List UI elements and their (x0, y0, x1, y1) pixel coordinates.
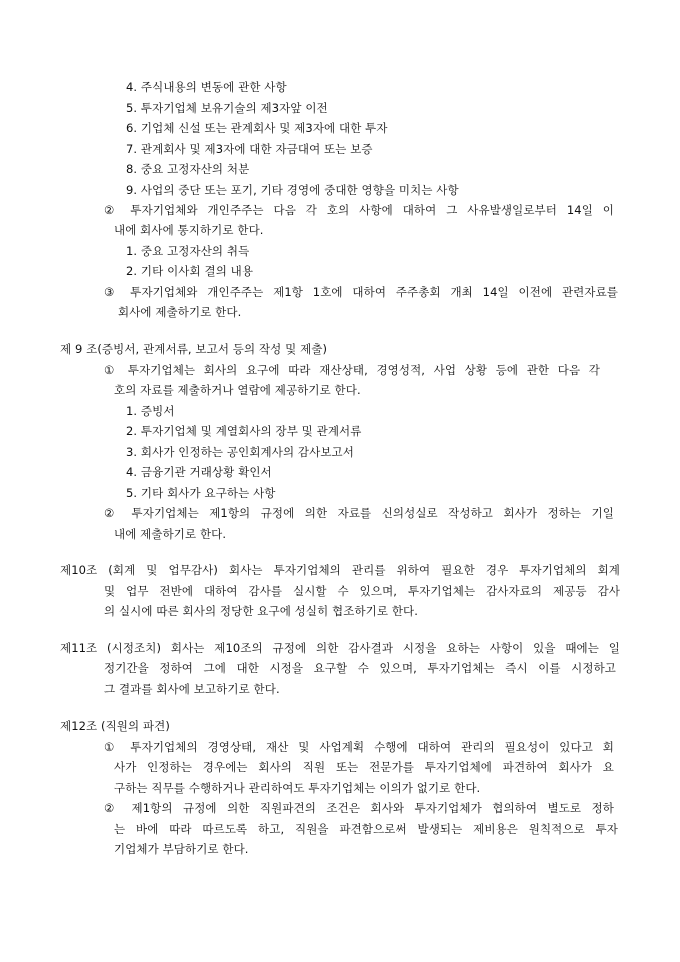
paragraph-line: 그 결과를 회사에 보고하기로 한다. (104, 682, 280, 696)
list-item: 7. 관계회사 및 제3자에 대한 자금대여 또는 보증 (126, 142, 373, 156)
list-item: 8. 중요 고정자산의 처분 (126, 162, 250, 176)
list-item: 4. 주식내용의 변동에 관한 사항 (126, 80, 287, 94)
list-item: 2. 기타 이사회 결의 내용 (126, 264, 254, 278)
paragraph-line: ② 투자기업체와 개인주주는 다음 각 호의 사항에 대하여 그 사유발생일로부터 14일 이 (104, 203, 614, 217)
paragraph-line: 는 바에 따라 따르도록 하고, 직원을 파견함으로써 발생되는 제비용은 원칙적으로 투자 (114, 822, 618, 836)
list-item: 1. 증빙서 (126, 404, 175, 418)
list-item: 4. 금융기관 거래상황 확인서 (126, 465, 272, 479)
paragraph-line: ③ 투자기업체와 개인주주는 제1항 1호에 대하여 주주총회 개최 14일 이전에 관련자료를 (104, 285, 618, 299)
paragraph-line: 및 업무 전반에 대하여 감사를 실시할 수 있으며, 투자기업체는 감사자료의 제공등 감사 (104, 584, 620, 598)
list-item: 2. 투자기업체 및 계열회사의 장부 및 관계서류 (126, 424, 362, 438)
article-title: 제12조 (직원의 파견) (60, 719, 170, 733)
paragraph-line: ② 투자기업체는 제1항의 규정에 의한 자료를 신의성실로 작성하고 회사가 정하는 기일 (104, 506, 614, 520)
paragraph-line: 기업체가 부담하기로 한다. (114, 842, 249, 856)
paragraph-line: ① 투자기업체는 회사의 요구에 따라 재산상태, 경영성적, 사업 상황 등에 관한 다음 각 (104, 363, 600, 377)
list-item: 5. 기타 회사가 요구하는 사항 (126, 486, 276, 500)
paragraph-line: 내에 회사에 통지하기로 한다. (114, 223, 264, 237)
list-item: 3. 회사가 인정하는 공인회계사의 감사보고서 (126, 445, 354, 459)
list-item: 5. 투자기업체 보유기술의 제3자앞 이전 (126, 101, 328, 115)
paragraph-line: 호의 자료를 제출하거나 열람에 제공하기로 한다. (114, 383, 361, 397)
paragraph-line: ② 제1항의 규정에 의한 직원파견의 조건은 회사와 투자기업체가 협의하여 별도로 정하 (104, 801, 614, 815)
list-item: 6. 기업체 신설 또는 관계회사 및 제3자에 대한 투자 (126, 121, 388, 135)
list-item: 1. 중요 고정자산의 취득 (126, 244, 250, 258)
paragraph-line: 제10조 (회계 및 업무감사) 회사는 투자기업체의 관리를 위하여 필요한 경우 투자기업체의 회계 (60, 563, 620, 577)
paragraph-line: 제11조 (시정조치) 회사는 제10조의 규정에 의한 감사결과 시정을 요하는 사항이 있을 때에는 일 (60, 641, 620, 655)
paragraph-line: ① 투자기업체의 경영상태, 재산 및 사업계획 수행에 대하여 관리의 필요성이 있다고 회 (104, 740, 614, 754)
paragraph-line: 구하는 직무를 수행하거나 관리하여도 투자기업체는 이의가 없기로 한다. (114, 781, 481, 795)
paragraph-line: 정기간을 정하여 그에 대한 시정을 요구할 수 있으며, 투자기업체는 즉시 이를 시정하고 (104, 661, 616, 675)
paragraph-line: 내에 제출하기로 한다. (114, 527, 227, 541)
paragraph-line: 사가 인정하는 경우에는 회사의 직원 또는 전문가를 투자기업체에 파견하여 회사가 요 (114, 760, 614, 774)
paragraph-line: 의 실시에 따른 회사의 정당한 요구에 성실히 협조하기로 한다. (104, 604, 419, 618)
list-item: 9. 사업의 중단 또는 포기, 기타 경영에 중대한 영향을 미치는 사항 (126, 183, 459, 197)
paragraph-line: 회사에 제출하기로 한다. (118, 305, 242, 319)
article-title: 제 9 조(증빙서, 관계서류, 보고서 등의 작성 및 제출) (60, 342, 328, 356)
